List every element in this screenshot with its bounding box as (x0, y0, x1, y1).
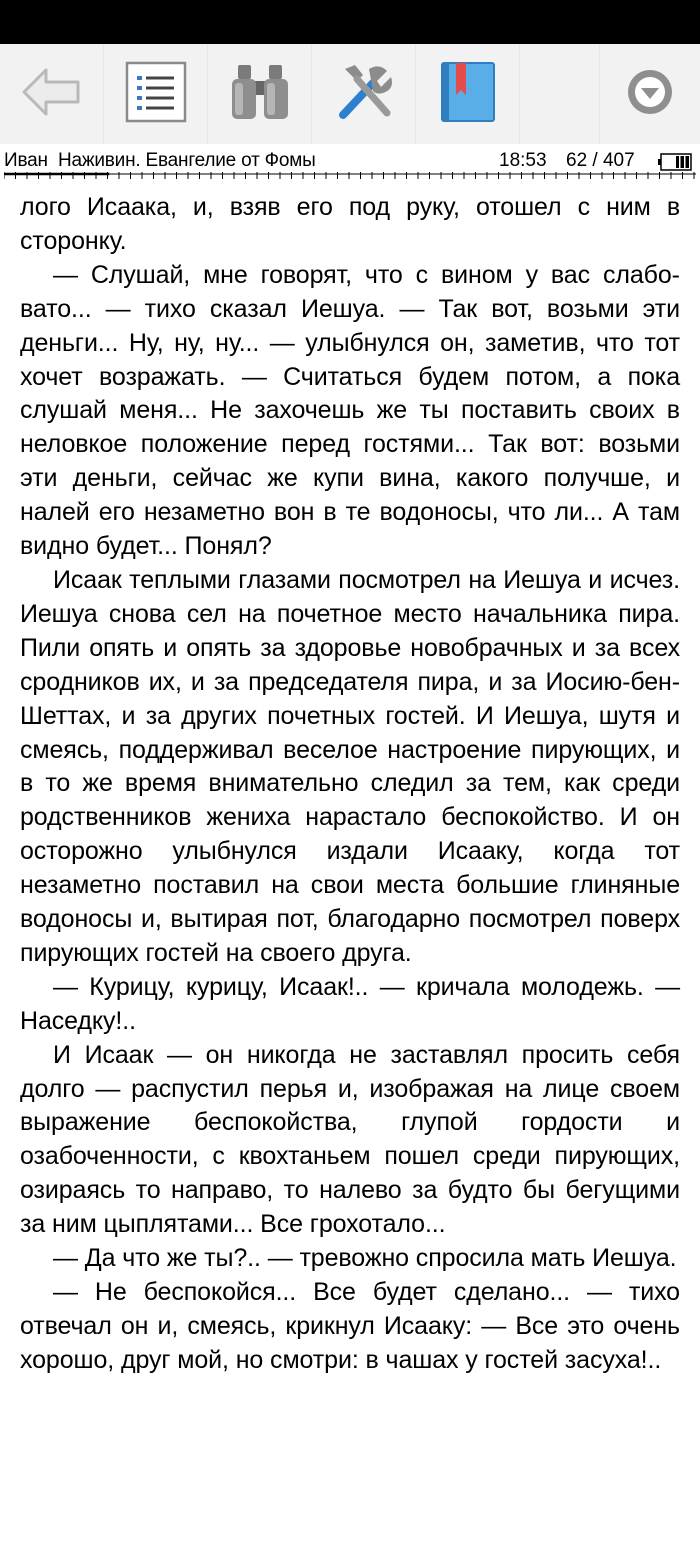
text-paragraph: Исаак теплыми глазами посмотрел на Иешуа и исчез. Иешуа снова сел на почетное место начальника пира. Пили опять и опять за здоровье новобрачных и за всех сродников их, и за председателя пира, и за Иосию-бен-Шеттах, и за других почетных гостей. И Иешуа, шутя и смеясь, поддерживал веселое настроение пирующих, и в то же время внимательно следил за тем, как среди родственников жениха нарастало беспокойство. И он осторожно улыбнулся издали Исааку, когда тот незаметно поставил на свои места большие глиняные водоносы и, вытирая пот, благодарно посмотрел поверх пирующих гостей на своего друга. (20, 565, 680, 967)
text-paragraph: лого Исаака, и, взяв его под руку, отошел с ним в сторонку. (20, 193, 680, 255)
toolbar-spacer (520, 44, 600, 144)
settings-button[interactable] (312, 44, 416, 144)
bookmark-book-icon (440, 61, 496, 128)
bookmarks-button[interactable] (416, 44, 520, 144)
book-title: Иван Наживин. Евангелие от Фомы (4, 150, 316, 171)
list-icon (125, 61, 187, 128)
back-button[interactable] (0, 44, 104, 144)
reading-progress-bar (4, 172, 696, 180)
contents-button[interactable] (104, 44, 208, 144)
text-paragraph: — Слушай, мне говорят, что с вином у вас слабовато... — тихо сказал Иешуа. — Так вот, возьми эти деньги... Ну, ну, ну... — улыбнулся он, заметив, что тот хочет возражать. — Считаться будем потом, а пока слушай меня... Не захочешь же ты поставить своих в неловкое положение перед гостями... Так вот: возьми эти деньги, сейчас же купи вина, какого получше, и налей его незаметно вон в те водоносы, что ли... А там видно будет... Понял? (20, 260, 680, 561)
clock-time: 18:53 (499, 150, 547, 171)
menu-button[interactable] (600, 44, 700, 144)
text-paragraph: — Не беспокойся... Все будет сделано... — тихо отвечал он и, смеясь, крикнул Исааку: — Все это очень хорошо, друг мой, но смотри: в чашах у гостей засуха!.. (20, 1278, 680, 1374)
text-paragraph: — Курицу, курицу, Исаак!.. — кричала молодежь. — Наседку!.. (20, 972, 680, 1035)
reader-toolbar (0, 44, 700, 144)
tools-icon (333, 61, 395, 128)
dropdown-circle-icon (626, 68, 674, 121)
back-arrow-icon (20, 60, 84, 129)
search-button[interactable] (208, 44, 312, 144)
text-paragraph: И Исаак — он никогда не заставлял просить себя долго — распустил перья и, изображая на лице своем выражение беспокойства, глупой гордости и озабоченности, с квохтаньем пошел среди пирующих, озираясь то направо, то налево за будто бы бегущими за ним цыплятами... Все грохотало... (20, 1040, 680, 1239)
binoculars-icon (230, 61, 290, 128)
status-bar (0, 0, 700, 44)
book-text (20, 191, 680, 1378)
page-counter: 62 / 407 (566, 150, 635, 171)
battery-icon (658, 153, 692, 171)
text-paragraph: — Да что же ты?.. — тревожно спросила мать Иешуа. (53, 1244, 677, 1273)
